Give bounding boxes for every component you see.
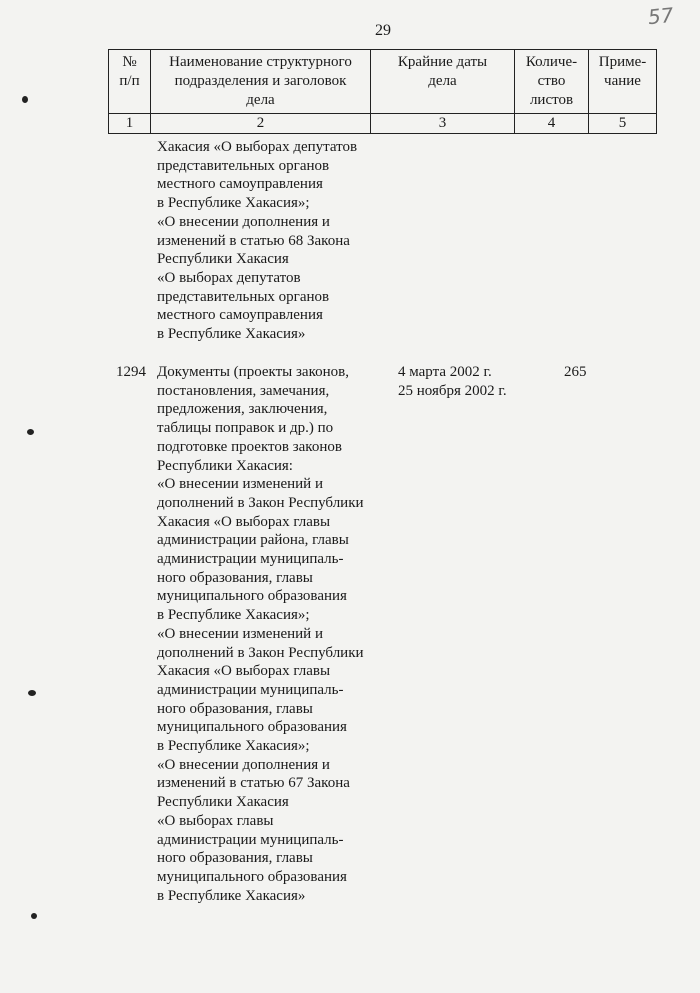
col-index-1: 1 (109, 114, 151, 134)
scan-mark (27, 429, 34, 435)
col-dates-header: Крайние даты дела (371, 50, 515, 114)
col-sheets-header: Количе- ство листов (515, 50, 589, 114)
scan-mark (28, 690, 36, 696)
col-notes-header: Приме- чание (589, 50, 657, 114)
handwritten-page-mark: 57 (646, 2, 675, 30)
scan-mark (31, 913, 37, 919)
page-number: 29 (375, 22, 391, 39)
col-number-header: № п/п (109, 50, 151, 114)
scan-mark (22, 96, 28, 103)
col-index-5: 5 (589, 114, 657, 134)
col-index-4: 4 (515, 114, 589, 134)
continuation-text: Хакасия «О выборах депутатов представительных органов местного самоуправления в Республике Хакасия»; «О внесении дополнения и изменений в статью 68 Закона Республики Хакасия «О выборах депутатов представительных органов местного самоуправления в Республике Хакасия» (157, 139, 358, 343)
inventory-header-table (108, 49, 657, 134)
record-sheets: 265 (564, 364, 587, 380)
record-number: 1294 (116, 364, 146, 380)
record-title: Документы (проекты законов, постановления, замечания, предложения, заключения, таблицы поправок и др.) по подготовке проектов законов Республики Хакасия: «О внесении изменений и дополнений в Закон Республики Хакасия «О выборах главы администрации района, главы администрации муниципаль- ного образования, главы муниципального образования в Республике Хакасия»; «О внесении изменений и дополнений в Закон Республики Хакасия «О выборах главы администрации муниципаль- ного образования, главы муниципального образования в Республике Хакасия»; «О внесении дополнения и изменений в статью 67 Закона Республики Хакасия «О выборах главы администрации муниципаль- ного образования, главы муниципального образования в Республике Хакасия» (157, 364, 364, 904)
column-numbers-row (109, 114, 657, 134)
header-row (109, 50, 657, 114)
record-dates: 4 марта 2002 г. 25 ноября 2002 г. (398, 364, 507, 399)
col-index-3: 3 (371, 114, 515, 134)
col-title-header: Наименование структурного подразделения и заголовок дела (151, 50, 371, 114)
col-index-2: 2 (151, 114, 371, 134)
